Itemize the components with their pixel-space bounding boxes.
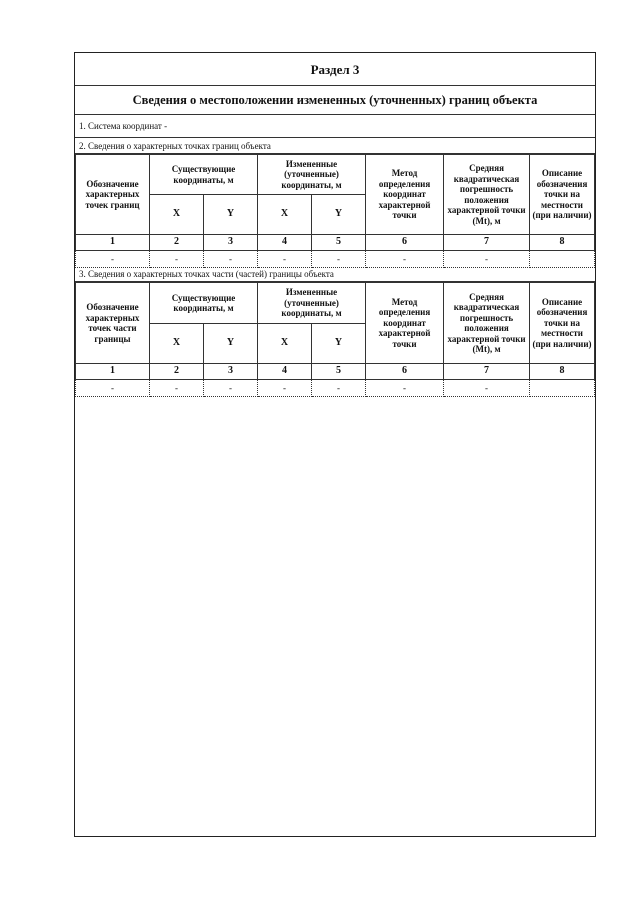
column-number: 3 bbox=[204, 235, 258, 251]
table1-caption: 2. Сведения о характерных точках границ объекта bbox=[75, 138, 595, 154]
column-number: 2 bbox=[150, 235, 204, 251]
table-cell: - bbox=[204, 251, 258, 268]
column-numbers-row bbox=[76, 364, 595, 380]
table-cell: - bbox=[312, 251, 366, 268]
col-method: Метод определения координат характерной точки bbox=[366, 155, 444, 235]
column-number: 6 bbox=[366, 364, 444, 380]
column-number: 8 bbox=[530, 235, 595, 251]
col-changed-y: Y bbox=[312, 324, 366, 364]
table-row bbox=[76, 380, 595, 397]
column-number: 4 bbox=[258, 364, 312, 380]
column-number: 5 bbox=[312, 364, 366, 380]
table-cell: - bbox=[204, 380, 258, 397]
table-cell: - bbox=[76, 251, 150, 268]
col-changed-coords: Измененные (уточненные) координаты, м bbox=[258, 283, 366, 324]
col-point-designation: Обозначение характерных точек части границы bbox=[76, 283, 150, 364]
table-cell: - bbox=[312, 380, 366, 397]
table-cell: - bbox=[258, 251, 312, 268]
column-number: 3 bbox=[204, 364, 258, 380]
col-changed-x: X bbox=[258, 195, 312, 235]
table-cell: - bbox=[150, 380, 204, 397]
table-cell: - bbox=[258, 380, 312, 397]
table-cell: - bbox=[150, 251, 204, 268]
col-existing-y: Y bbox=[204, 324, 258, 364]
table-cell: - bbox=[366, 251, 444, 268]
col-description: Описание обозначения точки на местности (при наличии) bbox=[530, 155, 595, 235]
col-changed-coords: Измененные (уточненные) координаты, м bbox=[258, 155, 366, 195]
table-cell: - bbox=[444, 251, 530, 268]
boundary-part-points-table bbox=[75, 282, 595, 397]
col-existing-x: X bbox=[150, 324, 204, 364]
column-number: 7 bbox=[444, 364, 530, 380]
col-existing-coords: Существующие координаты, м bbox=[150, 283, 258, 324]
table-cell: - bbox=[366, 380, 444, 397]
table-row bbox=[76, 251, 595, 268]
col-changed-x: X bbox=[258, 324, 312, 364]
col-existing-x: X bbox=[150, 195, 204, 235]
col-method: Метод определения координат характерной точки bbox=[366, 283, 444, 364]
col-existing-y: Y bbox=[204, 195, 258, 235]
table-cell: - bbox=[76, 380, 150, 397]
column-number: 8 bbox=[530, 364, 595, 380]
table2-caption: 3. Сведения о характерных точках части (частей) границы объекта bbox=[75, 267, 595, 282]
col-error: Средняя квадратическая погрешность положения характерной точки (Mt), м bbox=[444, 155, 530, 235]
section-subtitle: Сведения о местоположении измененных (уточненных) границ объекта bbox=[75, 86, 595, 115]
column-number: 1 bbox=[76, 364, 150, 380]
coordinate-system-line: 1. Система координат - bbox=[75, 115, 595, 138]
column-number: 4 bbox=[258, 235, 312, 251]
column-number: 1 bbox=[76, 235, 150, 251]
col-point-designation: Обозначение характерных точек границ bbox=[76, 155, 150, 235]
section-title: Раздел 3 bbox=[75, 53, 595, 86]
col-description: Описание обозначения точки на местности (при наличии) bbox=[530, 283, 595, 364]
form-frame bbox=[74, 52, 596, 837]
column-number: 2 bbox=[150, 364, 204, 380]
col-changed-y: Y bbox=[312, 195, 366, 235]
column-number: 5 bbox=[312, 235, 366, 251]
column-number: 6 bbox=[366, 235, 444, 251]
table-cell: - bbox=[444, 380, 530, 397]
col-error: Средняя квадратическая погрешность положения характерной точки (Mt), м bbox=[444, 283, 530, 364]
column-numbers-row bbox=[76, 235, 595, 251]
column-number: 7 bbox=[444, 235, 530, 251]
col-existing-coords: Существующие координаты, м bbox=[150, 155, 258, 195]
table-cell bbox=[530, 251, 595, 268]
boundary-points-table bbox=[75, 154, 595, 268]
table-cell bbox=[530, 380, 595, 397]
